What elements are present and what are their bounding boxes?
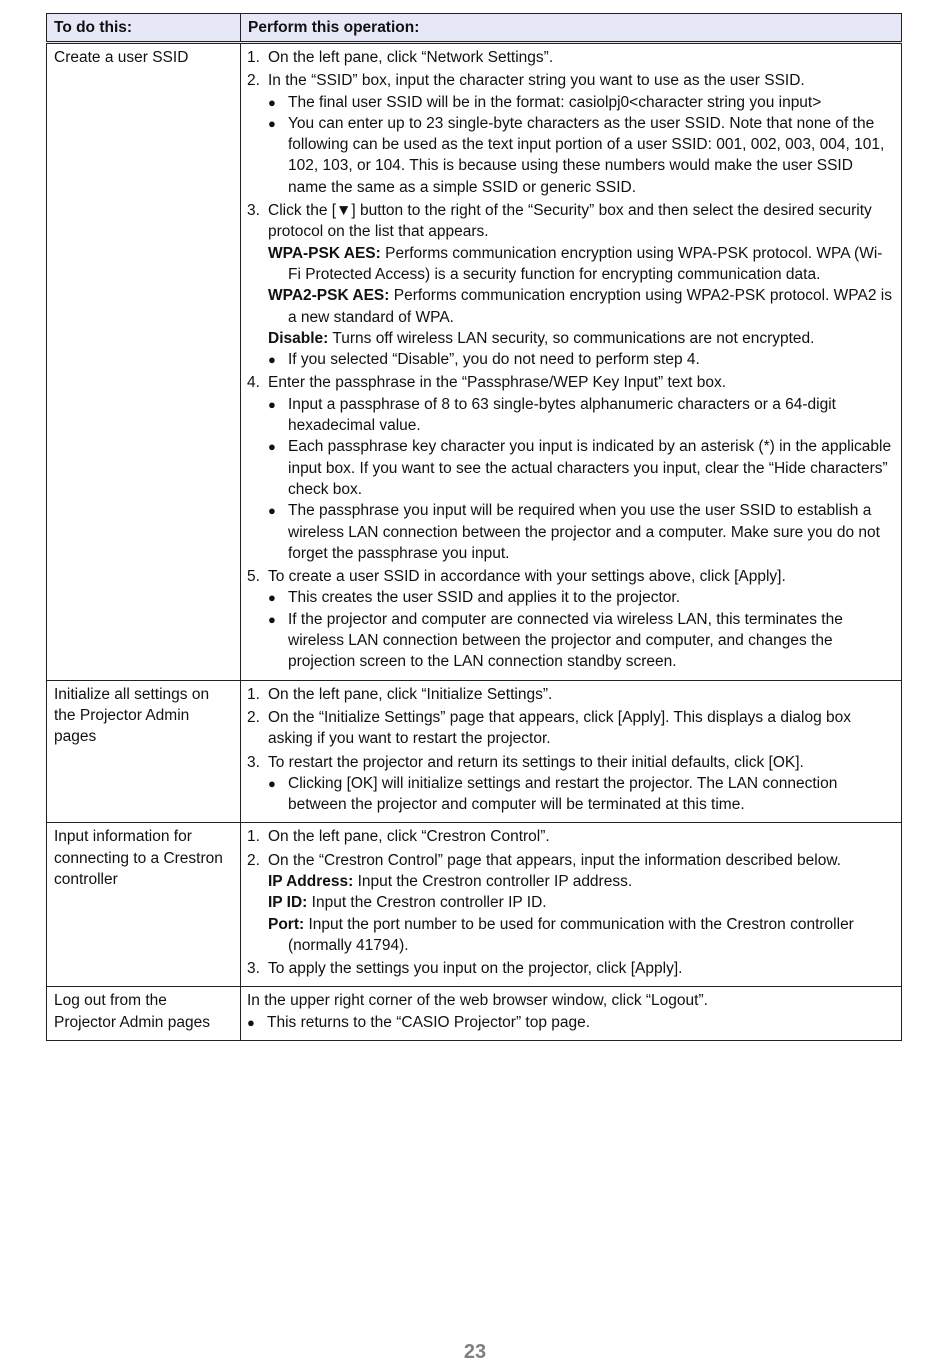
bullet-item <box>268 587 893 608</box>
bullet-text: If the projector and computer are connected via wireless LAN, this terminates the wireless LAN connection between the projector and computer, and changes the projection screen to the LAN connection standby screen. <box>288 610 843 671</box>
bullet-text: This creates the user SSID and applies it to the projector. <box>288 589 681 607</box>
term-label: WPA-PSK AES: <box>268 244 381 262</box>
bullet-text: If you selected “Disable”, you do not need to perform step 4. <box>288 351 700 369</box>
step-item <box>247 70 893 198</box>
operations-table <box>46 13 902 1041</box>
operation-cell <box>241 43 902 681</box>
step-body <box>268 707 893 750</box>
term-label: IP Address: <box>268 872 354 890</box>
term-label: Disable: <box>268 329 329 347</box>
step-text: Enter the passphrase in the “Passphrase/WEP Key Input” text box. <box>268 374 727 392</box>
step-item <box>247 684 893 705</box>
bullet-icon: ● <box>268 94 276 110</box>
bullet-text: The final user SSID will be in the format: casiolpj0<character string you input> <box>288 93 822 111</box>
step-text: On the left pane, click “Crestron Control”. <box>268 828 550 846</box>
operation-cell <box>241 680 902 823</box>
step-item <box>247 566 893 672</box>
bullet-icon: ● <box>268 590 276 606</box>
table-row <box>47 43 902 681</box>
step-body <box>268 958 893 979</box>
operation-text: In the upper right corner of the web browser window, click “Logout”. <box>247 992 708 1010</box>
step-text: To create a user SSID in accordance with your settings above, click [Apply]. <box>268 568 786 586</box>
step-text: Click the [▼] button to the right of the “Security” box and then select the desired security protocol on the list that appears. <box>268 202 872 241</box>
bullet-text: The passphrase you input will be required when you use the user SSID to establish a wireless LAN connection between the projector and a computer. Make sure you do not forget the passphrase you input. <box>288 502 880 562</box>
term-label: Port: <box>268 915 305 933</box>
term-description: Input the Crestron controller IP ID. <box>311 894 547 912</box>
term-definition <box>268 871 893 892</box>
bullet-icon: ● <box>268 439 276 455</box>
step-text: To restart the projector and return its settings to their initial defaults, click [OK]. <box>268 753 804 771</box>
bullet-icon: ● <box>268 775 276 791</box>
bullet-item <box>268 436 893 500</box>
bullet-icon: ● <box>268 115 276 131</box>
step-body <box>268 850 893 956</box>
task-cell: Initialize all settings on the Projector Admin pages <box>47 680 241 823</box>
step-number: 3. <box>247 960 260 978</box>
step-body <box>268 200 893 370</box>
bullet-icon: ● <box>268 503 276 519</box>
step-body <box>268 752 893 816</box>
step-text: On the left pane, click “Network Settings”. <box>268 49 554 66</box>
bullet-text: Each passphrase key character you input is indicated by an asterisk (*) in the applicable input box. If you want to see the actual characters you input, clear the “Hide characters” check box. <box>288 438 892 498</box>
step-text: On the left pane, click “Initialize Settings”. <box>268 685 553 703</box>
step-text: In the “SSID” box, input the character string you want to use as the user SSID. <box>268 72 805 90</box>
step-text: To apply the settings you input on the projector, click [Apply]. <box>268 960 683 978</box>
page-number: 23 <box>463 1341 487 1363</box>
header-to-do: To do this: <box>47 14 241 43</box>
step-item <box>247 826 893 847</box>
term-description: Input the port number to be used for communication with the Crestron controller (normally 41794). <box>288 915 854 954</box>
step-number: 2. <box>247 708 260 726</box>
bullet-item <box>247 1012 893 1033</box>
bullet-text: Clicking [OK] will initialize settings and restart the projector. The LAN connection between the projector and computer will be terminated at this time. <box>288 774 838 814</box>
step-text: On the “Initialize Settings” page that appears, click [Apply]. This displays a dialog box asking if you want to restart the projector. <box>268 708 851 748</box>
table-row <box>47 823 902 987</box>
term-label: WPA2-PSK AES: <box>268 287 390 305</box>
bullet-item <box>268 349 893 370</box>
operation-cell <box>241 987 902 1041</box>
task-cell: Input information for connecting to a Crestron controller <box>47 823 241 987</box>
step-body <box>268 684 893 705</box>
step-item <box>247 200 893 370</box>
bullet-item <box>268 394 893 437</box>
task-cell: Create a user SSID <box>47 43 241 681</box>
term-definition <box>268 285 893 328</box>
bullet-icon: ● <box>268 396 276 412</box>
table-row <box>47 987 902 1041</box>
step-item <box>247 372 893 564</box>
bullet-item <box>268 113 893 198</box>
term-definition <box>268 328 893 349</box>
step-number: 1. <box>247 49 260 66</box>
term-description: Turns off wireless LAN security, so communications are not encrypted. <box>332 329 815 347</box>
term-definition <box>268 892 893 913</box>
term-definition <box>268 914 893 957</box>
step-item <box>247 47 893 68</box>
operation-cell <box>241 823 902 987</box>
step-body <box>268 372 893 564</box>
table-row <box>47 680 902 823</box>
step-item <box>247 958 893 979</box>
step-number: 1. <box>247 685 260 703</box>
task-cell: Log out from the Projector Admin pages <box>47 987 241 1041</box>
step-number: 5. <box>247 568 260 586</box>
bullet-item <box>268 500 893 564</box>
step-number: 1. <box>247 828 260 846</box>
term-description: Performs communication encryption using WPA2-PSK protocol. WPA2 is a new standard of WPA. <box>288 287 892 326</box>
bullet-text: This returns to the “CASIO Projector” top page. <box>267 1013 591 1031</box>
bullet-icon: ● <box>268 611 276 627</box>
bullet-item <box>268 609 893 673</box>
table-header-row <box>47 14 902 43</box>
bullet-icon: ● <box>268 352 276 368</box>
step-text: On the “Crestron Control” page that appears, input the information described below. <box>268 851 841 869</box>
step-body <box>268 70 893 198</box>
step-body <box>268 826 893 847</box>
step-number: 3. <box>247 753 260 771</box>
step-body <box>268 566 893 672</box>
step-number: 2. <box>247 72 260 90</box>
step-number: 2. <box>247 851 260 869</box>
step-item <box>247 752 893 816</box>
term-description: Performs communication encryption using WPA-PSK protocol. WPA (Wi-Fi Protected Access) is a security function for encrypting communication data. <box>288 244 883 283</box>
bullet-text: Input a passphrase of 8 to 63 single-bytes alphanumeric characters or a 64-digit hexadecimal value. <box>288 395 836 435</box>
term-description: Input the Crestron controller IP address. <box>357 872 633 890</box>
step-item <box>247 707 893 750</box>
bullet-icon: ● <box>247 1014 255 1030</box>
step-number: 4. <box>247 374 260 392</box>
header-perform: Perform this operation: <box>241 14 902 43</box>
step-body <box>268 47 893 68</box>
step-number: 3. <box>247 202 260 220</box>
term-label: IP ID: <box>268 894 308 912</box>
bullet-item <box>268 773 893 816</box>
bullet-item <box>268 92 893 113</box>
bullet-text: You can enter up to 23 single-byte characters as the user SSID. Note that none of the following can be used as the text input portion of a user SSID: 001, 002, 003, 004, 101, 102, 103, or 104. This is because using these numbers would make the user SSID name the same as a simple SSID or generic SSID. <box>288 114 885 196</box>
step-item <box>247 850 893 956</box>
term-definition <box>268 243 893 286</box>
